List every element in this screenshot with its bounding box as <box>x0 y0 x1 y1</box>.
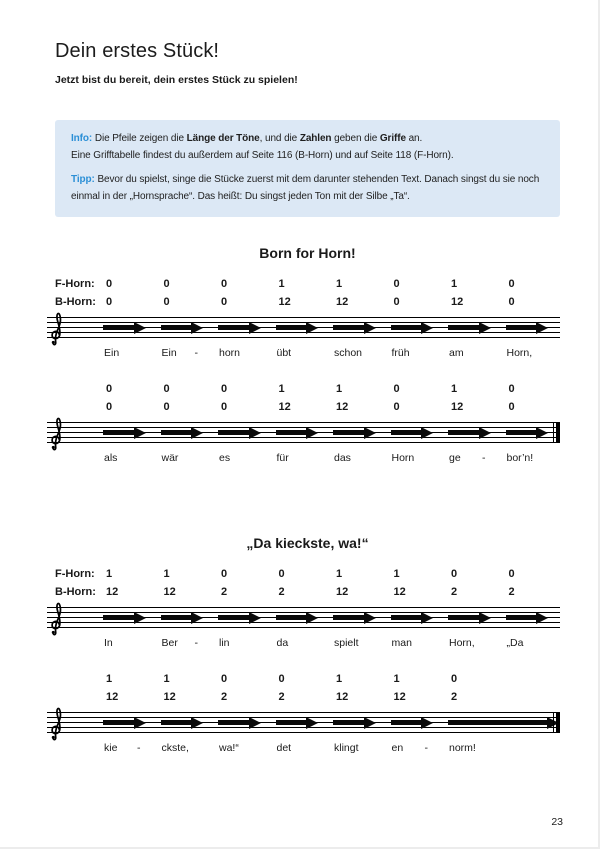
info-text-segment: an. <box>405 133 423 144</box>
note <box>273 712 331 733</box>
note-arrow-icon <box>218 430 249 435</box>
fingering-value: 1 <box>393 568 400 580</box>
note <box>503 607 561 628</box>
info-text-segment: Die Pfeile zeigen die <box>94 133 187 144</box>
fingering-values <box>100 688 560 706</box>
lyric-cell <box>330 636 388 650</box>
fingering-row-label: F-Horn: <box>55 568 95 580</box>
lyrics-cells <box>100 451 560 465</box>
treble-clef-icon <box>49 414 71 452</box>
info-box <box>55 120 560 217</box>
fingering-value: 1 <box>163 673 170 685</box>
note <box>445 317 503 338</box>
fingering-value: 0 <box>106 278 113 290</box>
notes-row <box>100 422 560 443</box>
fingering-value: 12 <box>336 296 349 308</box>
lyric-cell <box>215 451 273 465</box>
fingering-value: 12 <box>278 401 291 413</box>
fingering-values <box>100 293 560 311</box>
fingering-value: 0 <box>451 568 458 580</box>
lyrics-row <box>55 741 600 755</box>
lyric-cell <box>158 636 216 650</box>
song-title: „Da kieckste, wa!“ <box>246 535 369 551</box>
staff <box>47 607 560 628</box>
song-title: Born for Horn! <box>259 245 356 261</box>
note <box>215 712 273 733</box>
lyric-cell <box>215 346 273 360</box>
fingering-row-f-horn <box>55 670 600 688</box>
fingering-value: 1 <box>163 568 170 580</box>
lyric-cell <box>158 451 216 465</box>
fingering-value: 12 <box>451 401 464 413</box>
fingering-value: 0 <box>221 383 228 395</box>
lyrics-row-spacer <box>55 636 100 650</box>
info-label: Info: <box>71 133 95 144</box>
note <box>330 422 388 443</box>
lyrics-row-spacer <box>55 451 100 465</box>
note <box>100 607 158 628</box>
note-arrow-icon <box>448 430 479 435</box>
note-arrow-icon <box>161 325 192 330</box>
fingering-value: 0 <box>393 401 400 413</box>
note <box>273 607 331 628</box>
song-line <box>55 670 600 755</box>
song-block <box>55 535 600 755</box>
fingering-value: 12 <box>163 691 176 703</box>
lyric-syllable: det <box>276 742 292 754</box>
final-bar-thick-line <box>556 712 561 733</box>
song-line <box>55 275 600 360</box>
fingering-value: 2 <box>508 586 515 598</box>
note-arrow-icon <box>506 615 537 620</box>
fingering-value: 12 <box>393 691 406 703</box>
note <box>330 712 388 733</box>
note <box>158 607 216 628</box>
info-text-segment: Griffe <box>379 133 406 144</box>
fingering-value: 1 <box>336 383 343 395</box>
fingering-value: 0 <box>221 401 228 413</box>
lyric-syllable: Ein <box>161 347 177 359</box>
lyric-cell <box>388 741 446 755</box>
note <box>388 712 446 733</box>
fingering-value: 0 <box>508 401 515 413</box>
lyric-syllable: spielt <box>334 637 359 649</box>
note <box>215 317 273 338</box>
fingering-value: 1 <box>106 568 113 580</box>
fingering-row-label: F-Horn: <box>55 278 95 290</box>
note <box>158 422 216 443</box>
lyric-cell <box>330 346 388 360</box>
fingering-value: 0 <box>393 383 400 395</box>
fingering-value: 12 <box>106 691 119 703</box>
fingering-value: 2 <box>221 586 228 598</box>
note-arrow-icon <box>103 430 134 435</box>
notes-row <box>100 317 560 338</box>
fingering-value: 0 <box>221 278 228 290</box>
lyric-syllable: bor’n! <box>506 452 534 464</box>
note-arrow-icon <box>391 325 422 330</box>
note-arrow-icon <box>506 325 537 330</box>
fingering-value: 1 <box>278 278 285 290</box>
lyrics-row <box>55 451 600 465</box>
fingering-value: 12 <box>336 691 349 703</box>
note-arrow-icon <box>276 430 307 435</box>
info-paragraph <box>71 131 544 164</box>
lyric-cell <box>273 346 331 360</box>
note-arrow-icon <box>391 430 422 435</box>
fingering-row-b-horn <box>55 688 600 706</box>
note <box>445 422 503 443</box>
note <box>100 422 158 443</box>
fingering-value: 0 <box>106 296 113 308</box>
info-text-segment: Bevor du spielst, singe die Stücke zuerst mit dem darunter stehenden Text. Danach singst du sie noch einmal in der „Hornsprache“. Das heißt: Du singst jeden Ton mit der Silbe „Ta“. <box>71 174 540 202</box>
fingering-values <box>100 398 560 416</box>
note <box>330 317 388 338</box>
songs-area <box>55 245 600 755</box>
info-label: Tipp: <box>71 174 98 185</box>
treble-clef-icon <box>49 704 71 742</box>
note <box>215 422 273 443</box>
fingering-value: 2 <box>451 691 458 703</box>
lyric-cell <box>445 346 503 360</box>
info-paragraph <box>71 172 544 205</box>
fingering-value: 0 <box>106 401 113 413</box>
lyric-cell <box>215 741 273 755</box>
note-arrow-icon <box>161 615 192 620</box>
fingering-row-b-horn <box>55 293 600 311</box>
lyric-cell <box>330 451 388 465</box>
fingering-value: 12 <box>393 586 406 598</box>
lyric-syllable: Horn, <box>506 347 533 359</box>
lyric-syllable: lin <box>219 637 230 649</box>
fingering-value: 1 <box>451 383 458 395</box>
lyric-syllable: schon <box>334 347 363 359</box>
note <box>100 712 158 733</box>
lyric-hyphen: - <box>482 452 486 464</box>
note-arrow-icon <box>103 720 134 725</box>
lyric-syllable: es <box>219 452 231 464</box>
note-arrow-icon <box>161 430 192 435</box>
fingering-value: 0 <box>163 278 170 290</box>
lyric-syllable: da <box>276 637 289 649</box>
lyric-syllable: „Da <box>506 637 524 649</box>
info-text-segment: , und die <box>259 133 300 144</box>
fingering-values <box>100 565 560 583</box>
lyrics-row-spacer <box>55 346 100 360</box>
lyrics-row <box>55 636 600 650</box>
note-arrow-icon <box>448 325 479 330</box>
lyrics-row-spacer <box>55 741 100 755</box>
fingering-row-label: B-Horn: <box>55 586 96 598</box>
lyric-syllable: In <box>104 637 113 649</box>
fingering-value: 0 <box>508 383 515 395</box>
fingering-value: 12 <box>336 586 349 598</box>
fingering-value: 12 <box>336 401 349 413</box>
note <box>445 607 503 628</box>
note-arrow-icon <box>506 430 537 435</box>
note-arrow-icon <box>333 615 364 620</box>
lyric-syllable: klingt <box>334 742 359 754</box>
note <box>388 317 446 338</box>
fingering-value: 12 <box>163 586 176 598</box>
lyric-syllable: kie <box>104 742 118 754</box>
note-arrow-icon <box>448 720 547 725</box>
fingering-value: 0 <box>221 296 228 308</box>
fingering-value: 12 <box>451 296 464 308</box>
fingering-value: 0 <box>163 383 170 395</box>
lyric-syllable: am <box>449 347 464 359</box>
lyric-syllable: en <box>391 742 404 754</box>
fingering-value: 1 <box>278 383 285 395</box>
page-subtitle: Jetzt bist du bereit, dein erstes Stück zu spielen! <box>55 74 298 86</box>
fingering-values <box>100 583 560 601</box>
fingering-value: 0 <box>393 296 400 308</box>
lyric-cell <box>273 636 331 650</box>
lyric-syllable: für <box>276 452 289 464</box>
fingering-value: 0 <box>278 568 285 580</box>
note-arrow-icon <box>448 615 479 620</box>
lyric-cell <box>445 636 503 650</box>
final-barline-icon <box>551 422 560 443</box>
info-text-segment: Länge der Töne <box>186 133 260 144</box>
note-arrow-icon <box>333 325 364 330</box>
note <box>503 317 561 338</box>
note <box>158 317 216 338</box>
fingering-values <box>100 275 560 293</box>
lyric-cell <box>100 741 158 755</box>
fingering-value: 0 <box>221 673 228 685</box>
lyric-syllable: Ber <box>161 637 178 649</box>
lyric-cell <box>215 636 273 650</box>
lyric-cell <box>100 451 158 465</box>
page-title: Dein erstes Stück! <box>55 40 220 62</box>
fingering-row-label: B-Horn: <box>55 296 96 308</box>
lyric-cell <box>445 451 503 465</box>
fingering-row-f-horn <box>55 565 600 583</box>
lyric-syllable: wär <box>161 452 179 464</box>
lyric-hyphen: - <box>194 347 198 359</box>
note-arrow-icon <box>103 615 134 620</box>
fingering-values <box>100 670 560 688</box>
fingering-value: 2 <box>278 691 285 703</box>
fingering-value: 2 <box>221 691 228 703</box>
note <box>215 607 273 628</box>
lyric-syllable: ge <box>449 452 461 464</box>
final-bar-thin-line <box>553 422 555 443</box>
lyric-cell <box>503 346 561 360</box>
note-arrow-icon <box>333 720 364 725</box>
final-barline-icon <box>551 712 560 733</box>
lyrics-cells <box>100 636 560 650</box>
lyrics-row <box>55 346 600 360</box>
note-arrow-icon <box>103 325 134 330</box>
lyrics-cells <box>100 741 560 755</box>
lyric-hyphen: - <box>424 742 428 754</box>
note-arrow-icon <box>161 720 192 725</box>
staff <box>47 422 560 443</box>
note-arrow-icon <box>276 325 307 330</box>
notes-row <box>100 607 560 628</box>
lyric-cell <box>158 741 216 755</box>
final-bar-thick-line <box>556 422 561 443</box>
fingering-value: 1 <box>393 673 400 685</box>
lyric-hyphen: - <box>137 742 141 754</box>
note <box>100 317 158 338</box>
lyric-cell <box>388 636 446 650</box>
fingering-row-b-horn <box>55 583 600 601</box>
lyric-syllable: Horn, <box>449 637 475 649</box>
fingering-value: 0 <box>106 383 113 395</box>
lyric-cell <box>330 741 388 755</box>
fingering-value: 0 <box>163 401 170 413</box>
song-line <box>55 380 600 465</box>
lyric-syllable: Ein <box>104 347 120 359</box>
note <box>273 317 331 338</box>
note <box>273 422 331 443</box>
lyric-cell <box>158 346 216 360</box>
lyric-syllable: das <box>334 452 351 464</box>
note <box>158 712 216 733</box>
fingering-value: 0 <box>163 296 170 308</box>
fingering-value: 0 <box>508 278 515 290</box>
fingering-value: 1 <box>106 673 113 685</box>
treble-clef-icon <box>49 309 71 347</box>
note-arrow-icon <box>276 720 307 725</box>
info-text-segment: Eine Grifftabelle findest du außerdem auf Seite 116 (B-Horn) und auf Seite 118 (F-Horn). <box>71 149 454 161</box>
fingering-row-b-horn <box>55 398 600 416</box>
fingering-row-f-horn <box>55 380 600 398</box>
notes-row <box>100 712 560 733</box>
lyric-cell <box>100 636 158 650</box>
fingering-value: 1 <box>336 568 343 580</box>
page-number: 23 <box>551 816 563 828</box>
song-line <box>55 565 600 650</box>
fingering-value: 0 <box>508 568 515 580</box>
lyric-syllable: ckste, <box>161 742 189 754</box>
info-text-segment: geben die <box>331 133 380 144</box>
lyric-cell <box>273 451 331 465</box>
fingering-row-f-horn <box>55 275 600 293</box>
fingering-value: 0 <box>221 568 228 580</box>
lyric-syllable: früh <box>391 347 410 359</box>
note-arrow-icon <box>218 720 249 725</box>
fingering-value: 0 <box>393 278 400 290</box>
lyric-syllable: horn <box>219 347 241 359</box>
fingering-value: 1 <box>451 278 458 290</box>
fingering-value: 1 <box>336 278 343 290</box>
song-block <box>55 245 600 465</box>
fingering-value: 0 <box>451 673 458 685</box>
note <box>388 422 446 443</box>
fingering-row-label <box>55 670 100 688</box>
fingering-value: 2 <box>278 586 285 598</box>
lyric-cell <box>503 636 561 650</box>
staff <box>47 712 560 733</box>
info-text-segment: Zahlen <box>299 133 332 144</box>
fingering-value: 0 <box>278 673 285 685</box>
lyric-cell <box>503 451 561 465</box>
note-arrow-icon <box>391 615 422 620</box>
lyric-syllable: übt <box>276 347 292 359</box>
note-arrow-icon <box>333 430 364 435</box>
note <box>445 712 560 733</box>
lyric-syllable: Horn <box>391 452 415 464</box>
lyric-syllable: als <box>104 452 118 464</box>
note-arrow-icon <box>218 615 249 620</box>
final-bar-thin-line <box>553 712 555 733</box>
fingering-value: 12 <box>106 586 119 598</box>
lyric-cell <box>388 346 446 360</box>
note-arrow-icon <box>391 720 422 725</box>
note <box>388 607 446 628</box>
lyric-cell <box>388 451 446 465</box>
fingering-row-label <box>55 380 100 398</box>
fingering-value: 2 <box>451 586 458 598</box>
lyric-cell <box>100 346 158 360</box>
lyric-hyphen: - <box>194 637 198 649</box>
lyric-cell <box>273 741 331 755</box>
note-arrow-icon <box>276 615 307 620</box>
lyric-syllable: norm! <box>449 742 476 754</box>
fingering-value: 1 <box>336 673 343 685</box>
lyric-cell <box>445 741 560 755</box>
fingering-value: 0 <box>508 296 515 308</box>
note-arrow-icon <box>218 325 249 330</box>
staff <box>47 317 560 338</box>
lyric-syllable: wa!“ <box>219 742 239 754</box>
lyric-syllable: man <box>391 637 412 649</box>
note <box>330 607 388 628</box>
lyrics-cells <box>100 346 560 360</box>
fingering-value: 12 <box>278 296 291 308</box>
fingering-values <box>100 380 560 398</box>
treble-clef-icon <box>49 599 71 637</box>
